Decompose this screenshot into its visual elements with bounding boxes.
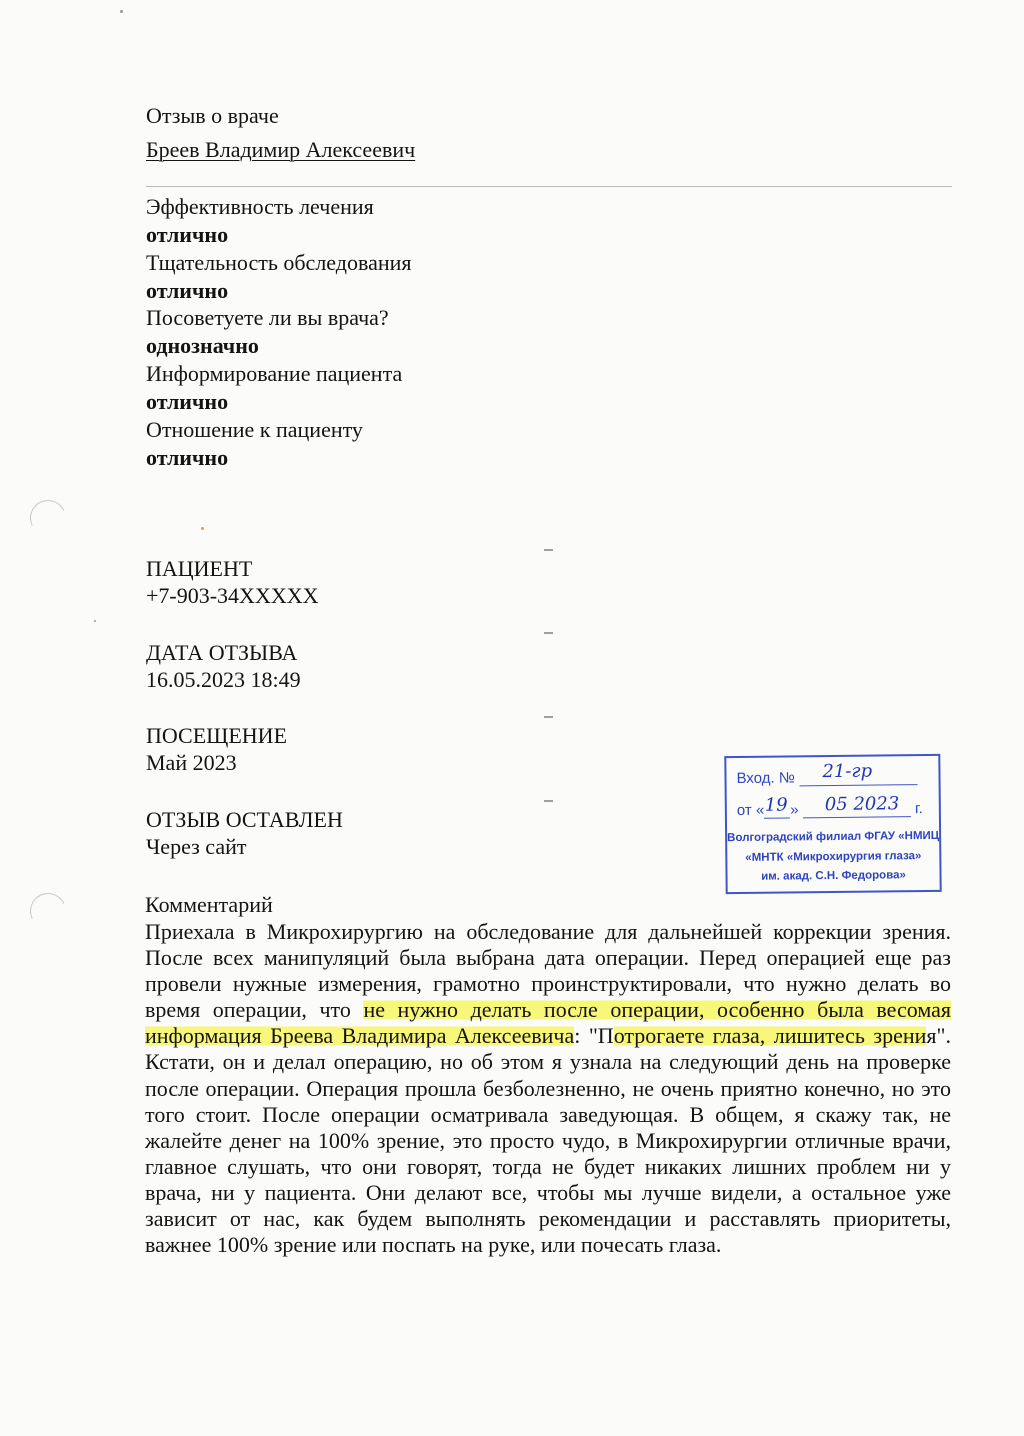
- comment-highlight-2: отрогаете глаза, лишитесь зрени: [613, 1023, 927, 1049]
- registration-stamp: [724, 754, 941, 894]
- rating-value-effectiveness: отлично: [146, 222, 229, 247]
- comment-text-2: : "П: [574, 1023, 614, 1049]
- review-source-value: Через сайт: [146, 834, 247, 859]
- stamp-date-rest: 05 2023: [824, 793, 900, 816]
- scan-dash: [544, 632, 553, 634]
- visit-label: ПОСЕЩЕНИЕ: [146, 723, 288, 748]
- review-date-label: ДАТА ОТЗЫВА: [146, 640, 298, 665]
- page-title: Отзыв о враче: [146, 103, 279, 128]
- patient-label: ПАЦИЕНТ: [146, 556, 253, 581]
- stamp-org-line-2: «МНТК «Микрохирургия глаза»: [745, 850, 922, 864]
- comment-text-1: Приехала в Микрохирургию на обследование для дальнейшей коррекции зрения. После всех манипуляций была выбрана дата операции. Перед операцией еще раз провели нужные измерения, грамотно проинструктировали, что нужно делать во время операции, что: [145, 919, 951, 1023]
- rating-label-recommend: Посоветуете ли вы врача?: [146, 305, 389, 330]
- rating-label-effectiveness: Эффективность лечения: [146, 194, 374, 219]
- rating-value-informing: отлично: [146, 389, 229, 414]
- comment-highlight-1: не нужно делать после операции, особенно была весомая информация Бреева Владимира Алексеевича: [145, 997, 951, 1049]
- stamp-org-line-3: им. акад. С.Н. Федорова»: [761, 869, 906, 883]
- review-date-value: 16.05.2023 18:49: [146, 667, 301, 692]
- stamp-date-suffix: г.: [914, 800, 923, 818]
- rating-value-attitude: отлично: [146, 445, 229, 470]
- scan-speck: [120, 10, 123, 13]
- rating-value-thoroughness: отлично: [146, 278, 229, 303]
- doctor-name: Бреев Владимир Алексеевич: [146, 137, 416, 162]
- header-divider: [146, 186, 952, 187]
- comment-label: Комментарий: [145, 892, 273, 917]
- rating-label-thoroughness: Тщательность обследования: [146, 250, 412, 275]
- stamp-org-line-1: Волгоградский филиал ФГАУ «НМИЦ: [727, 829, 940, 845]
- punch-hole-mark: [25, 495, 71, 541]
- stamp-entry-number: 21-гр: [822, 760, 873, 783]
- scan-dash: [544, 716, 553, 718]
- scan-dash: [544, 800, 553, 802]
- stamp-date-day: 19: [764, 794, 788, 816]
- rating-label-informing: Информирование пациента: [146, 361, 403, 386]
- review-source-label: ОТЗЫВ ОСТАВЛЕН: [146, 807, 343, 832]
- comment-body: [145, 919, 951, 1258]
- patient-phone: +7-903-34XXXXX: [146, 583, 319, 608]
- scan-speck: [201, 527, 204, 530]
- punch-hole-mark: [25, 888, 71, 934]
- visit-value: Май 2023: [146, 750, 237, 775]
- rating-label-attitude: Отношение к пациенту: [146, 417, 363, 442]
- scan-speck: [94, 620, 96, 622]
- scan-dash: [544, 549, 553, 551]
- stamp-date-prefix: от «: [736, 801, 765, 820]
- stamp-entry-label: Вход. №: [736, 769, 795, 788]
- rating-value-recommend: однозначно: [146, 333, 259, 358]
- comment-text-3: я". Кстати, он и делал операцию, но об этом я узнала на следующий день на проверке после операции. Операция прошла безболезненно, не очень приятно конечно, но это того стоит. После операции осматривала заведующая. В общем, я скажу так, не жалейте денег на 100% зрение, это просто чудо, в Микрохирургии отличные врачи, главное слушать, что они говорят, тогда не будет никаких лишних проблем ни у врача, ни у пациента. Они делают все, чтобы мы лучше видели, а остальное уже зависит от нас, как будем выполнять рекомендации и расставлять приоритеты, важнее 100% зрение или поспать на руке, или почесать глаза.: [145, 1023, 952, 1258]
- stamp-date-mid: »: [790, 801, 799, 819]
